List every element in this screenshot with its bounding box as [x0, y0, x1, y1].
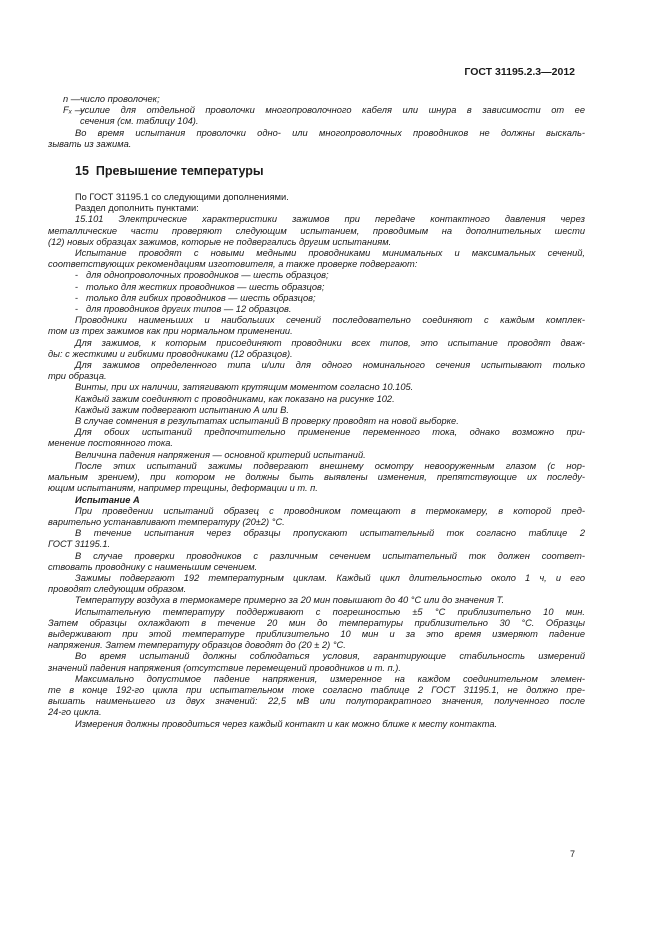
- text-line: том из трех зажимов как при нормальном применении.: [48, 326, 293, 337]
- list-item: [48, 282, 585, 293]
- text-line: В течение испытания через образцы пропускают испытательный ток согласно таблице 2: [75, 528, 585, 539]
- definition-fx: [48, 105, 585, 127]
- text-line: Во время испытаний должны соблюдаться условия, гарантирующие стабильность измерений: [75, 651, 585, 662]
- text-line: Проводники наименьших и наибольших сечений последовательно соединяют с каждым комплек-: [75, 315, 585, 326]
- paragraph: [48, 528, 585, 550]
- page-body: [48, 94, 585, 730]
- definition-n: [48, 94, 585, 105]
- list-item-text: только для гибких проводников — шесть образцов;: [86, 292, 316, 303]
- list-item: [48, 304, 585, 315]
- list-item-text: для однопроволочных проводников — шесть образцов;: [86, 270, 329, 281]
- sample-list: [48, 270, 585, 315]
- paragraph: [48, 461, 585, 495]
- text-line: Для зажимов, к которым присоединяют проводники всех типов, это испытание проводят дваж-: [75, 337, 585, 348]
- text-line: Зажимы подвергают 192 температурным циклам. Каждый цикл длительностью около 1 ч, и его: [75, 572, 585, 583]
- paragraph: [48, 315, 585, 337]
- paragraph-conductors: [48, 248, 585, 270]
- paragraph: Каждый зажим соединяют с проводниками, как показано на рисунке 102.: [75, 393, 395, 404]
- text-line: Испытание проводят с новыми медными проводниками минимальных и максимальных сечений,: [75, 248, 585, 259]
- paragraph: Температуру воздуха в термокамере примерно за 20 мин повышают до 40 °С или до значения T.: [75, 595, 505, 606]
- paragraph: Винты, при их наличии, затягивают крутящим моментом согласно 10.105.: [75, 382, 414, 393]
- paragraph: Величина падения напряжения — основной критерий испытаний.: [75, 449, 366, 460]
- paragraph: [48, 573, 585, 595]
- text-line: ющим испытаниям, например трещины, деформации и т. п.: [48, 483, 318, 494]
- text-line: Для обоих испытаний предпочтительно применение переменного тока, однако возможно при-: [75, 427, 585, 438]
- text-line: ствовать проводнику с наименьшим сечением.: [48, 561, 258, 572]
- text-line: ГОСТ 31195.1.: [48, 539, 111, 550]
- text-line: Во время испытания проволочки одно- или многопроволочных проводников не должны выскаль-: [75, 127, 585, 138]
- page-header: [464, 66, 575, 78]
- text-line: значений падения напряжения (отсутствие перемещений проводников и т. п.).: [48, 662, 401, 673]
- text-line: три образца.: [48, 371, 107, 382]
- text-line: соответствующих рекомендациям изготовителя, а также проверке подвергают:: [48, 259, 418, 270]
- text-line: зывать из зажима.: [48, 138, 132, 149]
- text-line: При проведении испытаний образец с проводником помещают в термокамеру, в которой пред-: [75, 505, 585, 516]
- test-a-heading: Испытание A: [75, 494, 140, 505]
- basis-line: По ГОСТ 31195.1 со следующими дополнениями.: [75, 192, 289, 203]
- paragraph: В случае сомнения в результатах испытаний B проверку проводят на новой выборке.: [75, 416, 459, 427]
- text-line: После этих испытаний зажимы подвергают внешнему осмотру невооруженным глазом (с нор-: [75, 460, 585, 471]
- paragraph: [48, 427, 585, 449]
- section-title: Превышение температуры: [95, 164, 264, 179]
- text-line: проводят следующим образом.: [48, 584, 187, 595]
- definition-symbol: Fₓ —: [63, 105, 85, 116]
- paragraph-15-101: [48, 214, 585, 248]
- text-line: вышать наименьшего из двух значений: 22,5 мВ или полуторакратного значения, полученного после: [48, 696, 585, 707]
- text-line: 15.101 Электрические характеристики зажимов при передаче контактного давления через: [75, 214, 585, 225]
- definition-symbol: n —: [63, 94, 81, 104]
- text-line: Максимально допустимое падение напряжения, измеренное на каждом соединительном элемен-: [75, 673, 585, 684]
- section-heading: [75, 164, 585, 178]
- list-marker: -: [75, 292, 79, 303]
- definition-text: сечения (см. таблицу 104).: [80, 116, 199, 127]
- text-line: Затем образцы охлаждают в течение 20 мин до температуры приблизительно 30 °С. Образцы: [48, 617, 585, 628]
- paragraph: [48, 338, 585, 360]
- text-line: ды: с жесткими и гибкими проводниками (12 образцов).: [48, 348, 293, 359]
- text-line: выдерживают при этой температуре приблизительно 10 мин и за это время измеряют падение: [48, 628, 585, 639]
- paragraph: [48, 674, 585, 719]
- list-item: [48, 293, 585, 304]
- text-line: Для зажимов определенного типа и/или для одного номинального сечения испытывают только: [75, 360, 585, 371]
- paragraph: [48, 506, 585, 528]
- page-footer: [570, 849, 575, 859]
- text-line: менение постоянного тока.: [48, 438, 173, 449]
- text-line: напряжения. Затем температуру образцов доводят до (20 ± 2) °С.: [48, 640, 346, 651]
- definition-text: усилие для отдельной проволочки многопроволочного кабеля или шнура в зависимости от ее: [80, 105, 585, 116]
- text-line: металлические части проверяют следующим испытанием, проводимым на дополнительных шести: [48, 225, 585, 236]
- text-line: В случае проверки проводников с различным сечением испытательный ток должен соответ-: [75, 550, 585, 561]
- paragraph: [48, 551, 585, 573]
- text-line: варительно устанавливают температуру (20±2) °С.: [48, 516, 285, 527]
- list-marker: -: [75, 281, 79, 292]
- text-line: 24-го цикла.: [48, 707, 102, 718]
- paragraph: Каждый зажим подвергают испытанию A или B.: [75, 404, 289, 415]
- definition-text: число проволочек;: [80, 94, 160, 104]
- list-item-text: только для жестких проводников — шесть образцов;: [86, 281, 325, 292]
- list-item: [48, 270, 585, 281]
- list-marker: -: [75, 304, 79, 315]
- standard-id: ГОСТ 31195.2.3—2012: [464, 66, 575, 78]
- text-line: Испытательную температуру поддерживают с погрешностью ±5 °С приблизительно 10 мин.: [75, 606, 585, 617]
- list-item-text: для проводников других типов — 12 образцов.: [86, 304, 292, 315]
- paragraph: [48, 360, 585, 382]
- add-line: Раздел дополнить пунктами:: [75, 203, 199, 214]
- text-line: мальным зрением), при котором не должны быть выявлены изменения, препятствующие их последу-: [48, 472, 585, 483]
- text-line: те в конце 192-го цикла при испытательном токе согласно таблице 2 ГОСТ 31195.1, не должно пре-: [48, 684, 585, 695]
- list-marker: -: [75, 270, 79, 281]
- paragraph: Измерения должны проводиться через каждый контакт и как можно ближе к месту контакта.: [75, 718, 498, 729]
- page-number: 7: [569, 849, 575, 859]
- paragraph: [48, 651, 585, 673]
- paragraph: [48, 607, 585, 652]
- section-number: 15: [75, 164, 89, 179]
- text-line: (12) новых образцах зажимов, которые не подвергались другим испытаниям.: [48, 236, 392, 247]
- paragraph-intro: [48, 128, 585, 150]
